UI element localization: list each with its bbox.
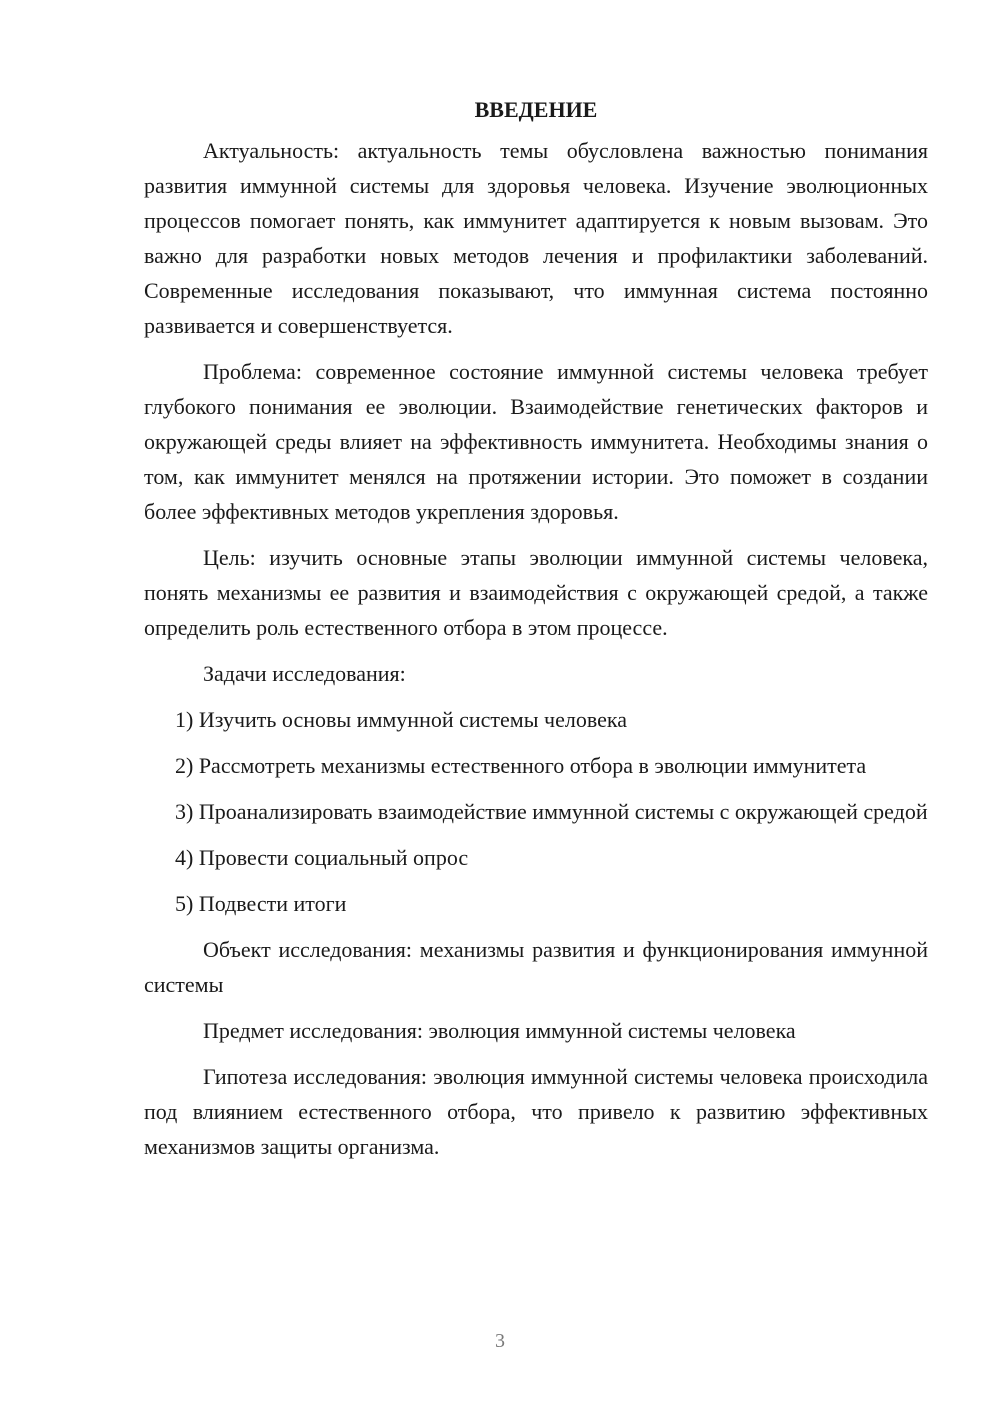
object-paragraph: Объект исследования: механизмы развития и функционирования иммунной системы	[144, 937, 928, 997]
task-item-1: 1) Изучить основы иммунной системы человека	[175, 707, 627, 732]
task-item-5: 5) Подвести итоги	[175, 891, 347, 916]
section-heading: ВВЕДЕНИЕ	[474, 97, 598, 122]
task-item-2: 2) Рассмотреть механизмы естественного отбора в эволюции иммунитета	[175, 753, 867, 778]
task-item-3: 3) Проанализировать взаимодействие иммунной системы с окружающей средой	[175, 799, 928, 824]
task-item-4: 4) Провести социальный опрос	[175, 845, 469, 870]
document-page	[144, 92, 928, 1175]
page-number: 3	[495, 1330, 505, 1352]
hypothesis-paragraph: Гипотеза исследования: эволюция иммунной системы человека происходила под влиянием естественного отбора, что привело к развитию эффективных механизмов защиты организма.	[144, 1064, 928, 1159]
tasks-intro: Задачи исследования:	[203, 661, 406, 686]
subject-paragraph: Предмет исследования: эволюция иммунной системы человека	[203, 1018, 796, 1043]
problem-paragraph: Проблема: современное состояние иммунной системы человека требует глубокого понимания ее эволюции. Взаимодействие генетических факторов и окружающей среды влияет на эффективность иммунитета. Необходимы знания о том, как иммунитет менялся на протяжении истории. Это поможет в создании более эффективных методов укрепления здоровья.	[144, 359, 928, 524]
relevance-paragraph: Актуальность: актуальность темы обусловлена важностью понимания развития иммунной системы для здоровья человека. Изучение эволюционных процессов помогает понять, как иммунитет адаптируется к новым вызовам. Это важно для разработки новых методов лечения и профилактики заболеваний. Современные исследования показывают, что иммунная система постоянно развивается и совершенствуется.	[144, 138, 928, 338]
goal-paragraph: Цель: изучить основные этапы эволюции иммунной системы человека, понять механизмы ее развития и взаимодействия с окружающей средой, а также определить роль естественного отбора в этом процессе.	[144, 545, 928, 640]
